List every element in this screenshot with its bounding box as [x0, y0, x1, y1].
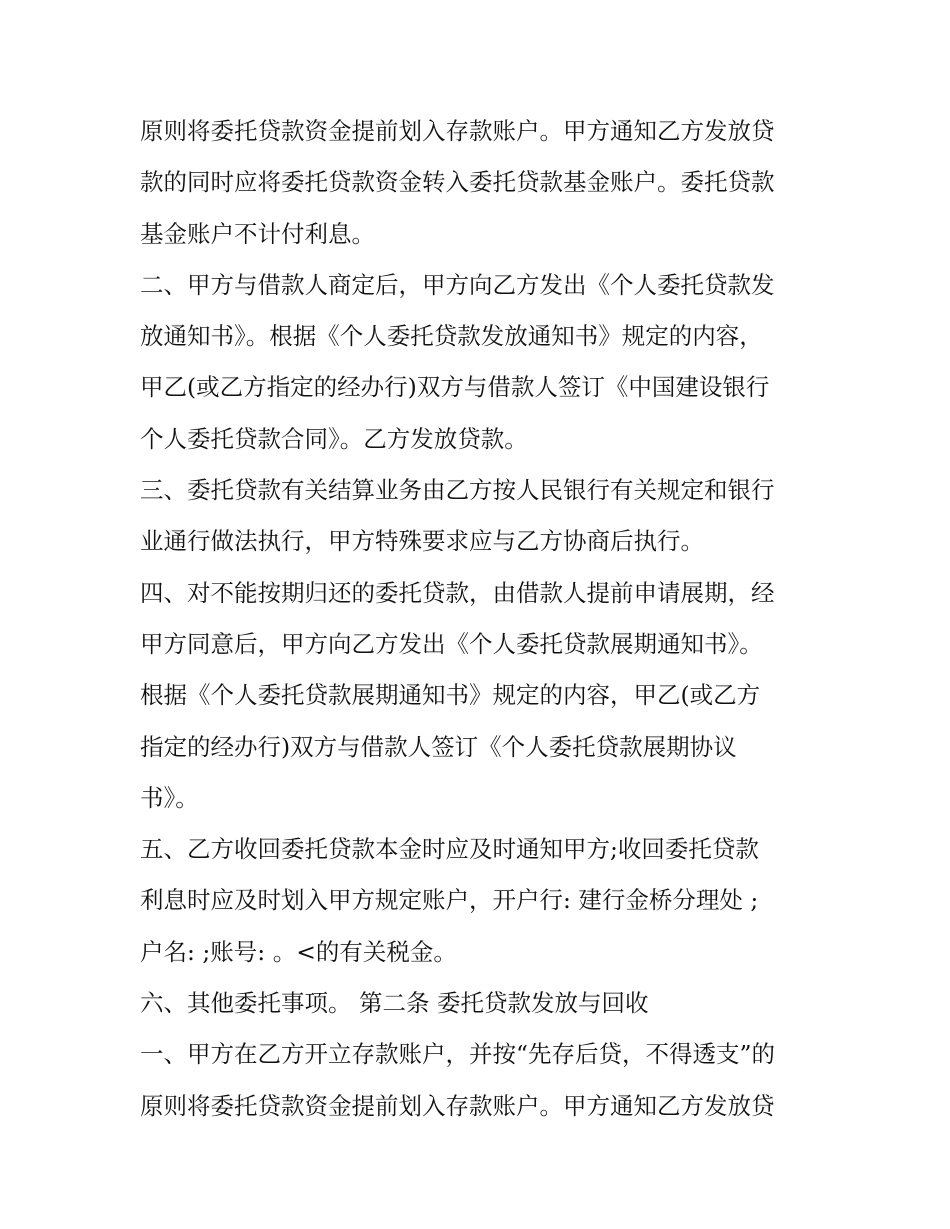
text-line: 二、甲方与借款人商定后，甲方向乙方发出《个人委托贷款发 — [140, 270, 775, 299]
text-line: 原则将委托贷款资金提前划入存款账户。甲方通知乙方发放贷 — [140, 1091, 775, 1120]
text-line: 户名: ;账号: 。<的有关税金。 — [140, 937, 457, 966]
text-line: 一、甲方在乙方开立存款账户，并按“先存后贷，不得透支”的 — [140, 1040, 776, 1069]
text-line: 书》。 — [140, 783, 199, 812]
text-line: 款的同时应将委托贷款资金转入委托贷款基金账户。委托贷款 — [140, 168, 775, 197]
document-body — [140, 106, 830, 1132]
text-line: 基金账户不计付利息。 — [140, 219, 375, 248]
text-line: 根据《个人委托贷款展期通知书》规定的内容，甲乙(或乙方 — [140, 681, 761, 710]
text-line: 指定的经办行)双方与借款人签订《个人委托贷款展期协议 — [140, 732, 737, 761]
text-line: 业通行做法执行，甲方特殊要求应与乙方协商后执行。 — [140, 527, 704, 556]
text-line: 五、乙方收回委托贷款本金时应及时通知甲方;收回委托贷款 — [140, 835, 759, 864]
text-line: 三、委托贷款有关结算业务由乙方按人民银行有关规定和银行 — [140, 476, 775, 505]
text-line: 四、对不能按期归还的委托贷款，由借款人提前申请展期，经 — [140, 578, 775, 607]
text-line: 个人委托贷款合同》。乙方发放贷款。 — [140, 424, 528, 453]
text-line: 利息时应及时划入甲方规定账户，开户行: 建行金桥分理处 ; — [140, 886, 759, 915]
text-line: 原则将委托贷款资金提前划入存款账户。甲方通知乙方发放贷 — [140, 117, 775, 145]
text-line: 甲乙(或乙方指定的经办行)双方与借款人签订《中国建设银行 — [140, 373, 770, 402]
text-line: 六、其他委托事项。 第二条 委托贷款发放与回收 — [140, 989, 649, 1018]
text-line: 甲方同意后，甲方向乙方发出《个人委托贷款展期通知书》。 — [140, 629, 763, 658]
text-line: 放通知书》。根据《个人委托贷款发放通知书》规定的内容， — [140, 322, 763, 351]
